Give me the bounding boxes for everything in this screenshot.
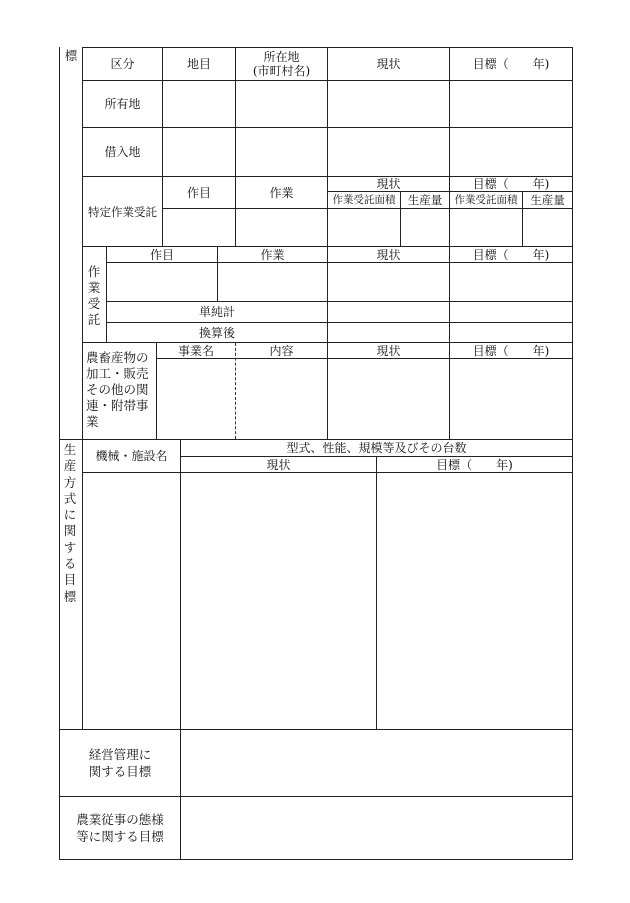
line-kikai-inner-left	[82, 439, 83, 729]
row-shakunyuchi: 借入地	[104, 145, 141, 159]
line-kikai-genjo-right	[376, 456, 377, 729]
row-tokutei: 特定作業受託	[88, 204, 157, 219]
seisan-hoshiki-label: 生産方式に関する目標	[63, 442, 77, 604]
kako-mokuhyo: 目標（ 年)	[472, 343, 550, 358]
tokutei-menseki-genjo: 作業受託面積	[332, 194, 396, 206]
jugyo-label	[60, 797, 180, 859]
header-shozaichi	[236, 48, 327, 80]
keiei-label	[60, 730, 180, 796]
header-genjo: 現状	[376, 57, 401, 71]
kikai-genjo: 現状	[266, 457, 291, 472]
header-kubun: 区分	[110, 57, 135, 71]
jugyo-label-line2: 等に関する目標	[76, 829, 164, 844]
row-shoyuchi: 所有地	[104, 97, 141, 111]
line-col-genjo	[449, 47, 450, 439]
mokuhyo-tail-label: 標	[64, 48, 78, 63]
tokutei-sakumoku: 作目	[186, 185, 211, 200]
frame-right	[572, 47, 573, 859]
frame-bottom	[59, 859, 573, 860]
jutaku-sagyo: 作業	[260, 247, 285, 262]
header-shozaichi-sub: (市町村名)	[252, 64, 311, 78]
tokutei-seisanryo-genjo: 生産量	[407, 193, 443, 207]
kako-jigyomei: 事業名	[177, 343, 214, 358]
kako-label: 農畜産物の加工・販売その他の関連・附帯事業	[86, 350, 149, 429]
kako-naiyo: 内容	[269, 343, 294, 358]
header-mokuhyo: 目標（ 年)	[472, 57, 550, 71]
kikai-mokuhyo: 目標（ 年)	[436, 457, 513, 472]
tokutei-genjo: 現状	[376, 177, 401, 191]
line-tokutei-sub2	[162, 208, 573, 209]
jutaku-sakumoku: 作目	[149, 247, 174, 262]
line-kako-header-bottom	[156, 358, 573, 359]
jutaku-genjo: 現状	[376, 247, 401, 262]
kikai-label: 機械・施設名	[95, 449, 168, 463]
jutaku-mokuhyo: 目標（ 年)	[472, 247, 550, 262]
jutaku-tanjunkei: 単純計	[198, 305, 235, 319]
tokutei-seisanryo-mokuhyo: 生産量	[530, 193, 565, 207]
line-kikai-header2-bottom	[82, 472, 573, 473]
header-shozaichi-main: 所在地	[263, 50, 300, 64]
jugyo-label-line1: 農業従事の態様	[76, 812, 164, 827]
keiei-label-line2: 関する目標	[88, 764, 152, 779]
tokutei-sagyo: 作業	[269, 185, 294, 200]
kako-genjo: 現状	[376, 343, 401, 358]
line-col-shozaichi	[327, 47, 328, 439]
line-jutaku-header-bottom	[106, 262, 573, 263]
tokutei-mokuhyo: 目標（ 年)	[472, 177, 550, 191]
keiei-label-line1: 経営管理に	[88, 747, 152, 762]
header-chimoku: 地目	[186, 57, 211, 71]
tokutei-menseki-mokuhyo: 作業受託面積	[454, 194, 518, 206]
kikai-header: 型式、性能、規模等及びその台数	[286, 441, 467, 455]
sagyo-jutaku-label: 作業受託	[87, 264, 101, 327]
jutaku-kanzango: 換算後	[198, 325, 235, 340]
